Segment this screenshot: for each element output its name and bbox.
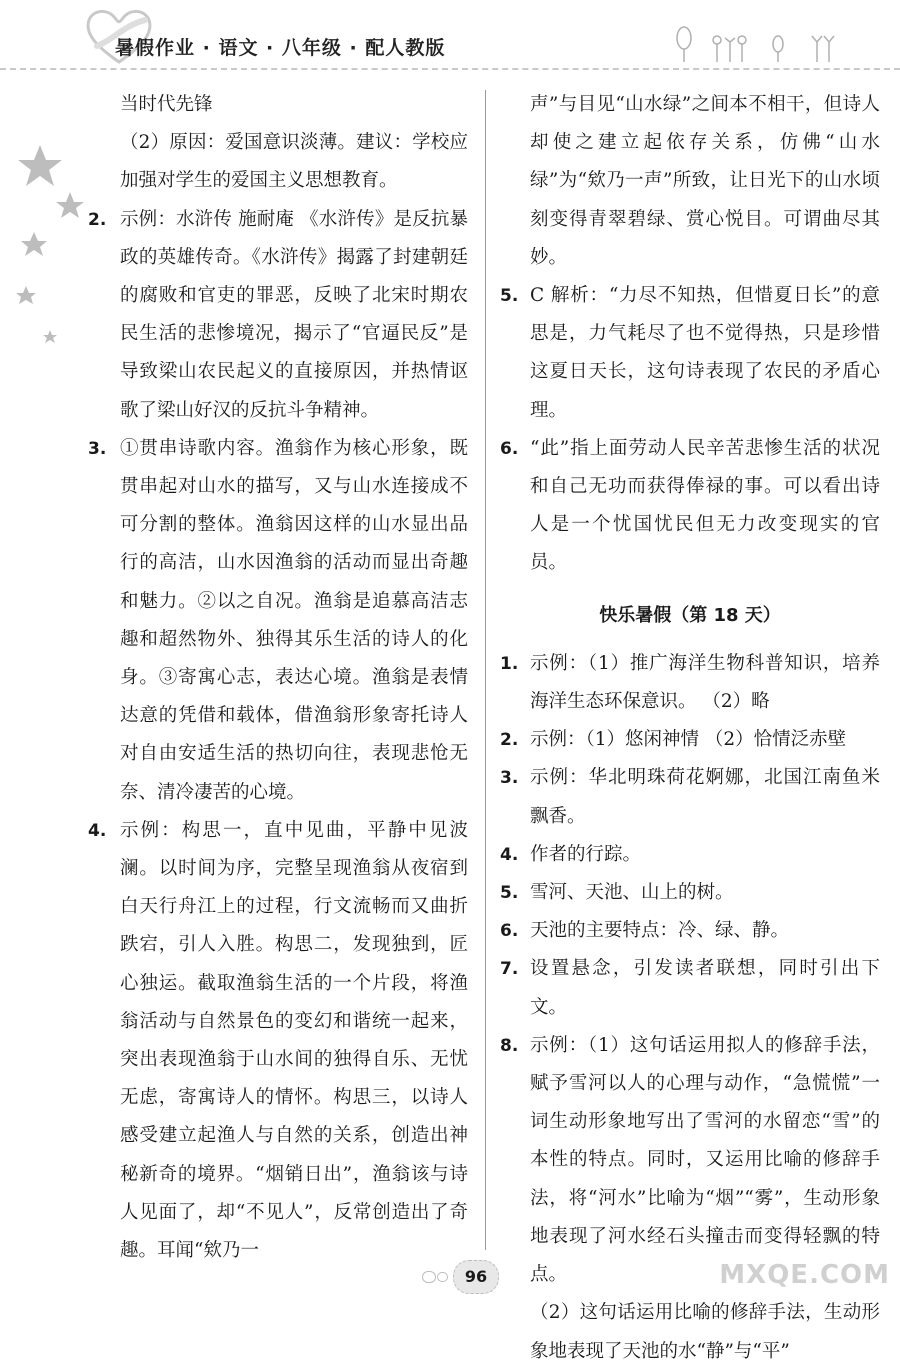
answer-item — [500, 721, 880, 759]
item-number: 6. — [500, 921, 519, 942]
answer-item — [500, 430, 880, 583]
left-column — [88, 86, 468, 1270]
header-title: 暑假作业 · 语文 · 八年级 · 配人教版 — [115, 37, 446, 59]
answer-item — [88, 201, 468, 430]
answer-item — [500, 277, 880, 430]
answer-item — [88, 430, 468, 812]
page-number: 96 — [453, 1260, 499, 1294]
item-text: 示例：构思一，直中见曲，平静中见波澜。以时间为序，完整呈现渔翁从夜宿到白天行舟江上的过程，行文流畅而又曲折跌宕，引人入胜。构思二，发现独到，匠心独运。截取渔翁生活的一个片段，将渔翁活动与自然景色的变幻和谐统一起来，突出表现渔翁于山水间的独得自乐、无忧无虑，寄寓诗人的情怀。构思三，以诗人感受建立起渔人与自然的关系，创造出神秘新奇的境界。“烟销日出”，渔翁该与诗人见面了，却“不见人”，反常创造出了奇趣。耳闻“欸乃一 — [120, 819, 468, 1262]
continuation-line: 当时代先锋 — [120, 94, 213, 115]
right-column — [500, 86, 880, 1371]
answer-item — [500, 950, 880, 1026]
item-number: 2. — [88, 209, 107, 230]
page-header — [0, 0, 900, 75]
item-text: “此”指上面劳动人民辛苦悲惨生活的状况和自己无功而获得俸禄的事。可以看出诗人是一个忧国忧民但无力改变现实的官员。 — [530, 437, 880, 574]
stars-decoration-icon — [10, 140, 100, 380]
answer-item — [500, 645, 880, 721]
continuation-paragraph: 声”与目见“山水绿”之间本不相干，但诗人却使之建立起依存关系，仿佛“山水绿”为“欸乃一声”所致，让日光下的山水顷刻变得青翠碧绿、赏心悦目。可谓曲尽其妙。 — [530, 94, 880, 268]
watermark: MXQE.COM — [719, 1260, 890, 1290]
item-text: 示例：（1）推广海洋生物科普知识，培养海洋生态环保意识。 （2）略 — [530, 652, 880, 713]
item-number: 5. — [500, 883, 519, 904]
item-text: 雪河、天池、山上的树。 — [530, 882, 734, 904]
item-number: 1. — [500, 653, 519, 674]
item-number: 2. — [500, 730, 519, 751]
item-number: 8. — [500, 1035, 519, 1056]
item-number: 6. — [500, 438, 519, 459]
item-text: C 解析：“力尽不知热，但惜夏日长”的意思是，力气耗尽了也不觉得热，只是珍惜这夏日天长，这句诗表现了农民的矛盾心理。 — [530, 285, 880, 421]
item-text: 示例：华北明珠荷花婀娜，北国江南鱼米飘香。 — [530, 767, 880, 827]
item-number: 3. — [88, 438, 107, 459]
item-text: 作者的行踪。 — [530, 843, 642, 865]
page-number-badge — [420, 1258, 510, 1294]
answer-paragraph: （2）原因：爱国意识淡薄。建议：学校应加强对学生的爱国主义思想教育。 — [120, 132, 468, 192]
item-text: 天池的主要特点：冷、绿、静。 — [530, 920, 790, 942]
decor-dot — [422, 1271, 436, 1283]
item-text: 示例：（1）这句话运用拟人的修辞手法，赋予雪河以人的心理与动作，“急慌慌”一词生动形象地写出了雪河的水留恋“雪”的本性的特点。同时，又运用比喻的修辞手法，将“河水”比喻为“烟”“雾”，生动形象地表现了河水经石头撞击而变得轻飘的特点。 — [530, 1034, 880, 1286]
decor-dot — [437, 1272, 448, 1282]
section-title: 快乐暑假（第 18 天） — [599, 604, 781, 626]
answer-item — [88, 812, 468, 1270]
tail-paragraph: （2）这句话运用比喻的修辞手法，生动形象地表现了天池的水“静”与“平” — [530, 1302, 880, 1362]
item-number: 7. — [500, 959, 519, 980]
answer-item — [500, 1027, 880, 1294]
item-text: 示例：水浒传 施耐庵 《水浒传》是反抗暴政的英雄传奇。《水浒传》揭露了封建朝廷的腐败和官吏的罪恶，反映了北宋时期农民生活的悲惨境况，揭示了“官逼民反”是导致梁山农民起义的直接原因，并热情讴歌了梁山好汉的反抗斗争精神。 — [120, 208, 468, 421]
item-number: 3. — [500, 768, 519, 789]
answer-item — [500, 912, 880, 950]
answer-item — [500, 759, 880, 835]
item-text: 设置悬念，引发读者联想，同时引出下文。 — [530, 958, 880, 1018]
answer-item — [500, 874, 880, 912]
item-number: 5. — [500, 286, 519, 307]
item-text: 示例：（1）悠闲神情 （2）恰情泛赤壁 — [530, 729, 847, 751]
header-divider — [0, 68, 900, 70]
item-number: 4. — [88, 820, 107, 841]
plants-decoration-icon — [672, 24, 872, 64]
answer-item — [500, 836, 880, 874]
column-divider — [485, 90, 486, 1250]
item-number: 4. — [500, 844, 519, 865]
item-text: ①贯串诗歌内容。渔翁作为核心形象，既贯串起对山水的描写，又与山水连接成不可分割的整体。渔翁因这样的山水显出品行的高洁，山水因渔翁的活动而显出奇趣和魅力。②以之自况。渔翁是追慕高洁志趣和超然物外、独得其乐生活的诗人的化身。③寄寓心志，表达心境。渔翁是表情达意的凭借和载体，借渔翁形象寄托诗人对自由安适生活的热切向往，表现悲怆无奈、清冷凄苦的心境。 — [120, 437, 468, 803]
